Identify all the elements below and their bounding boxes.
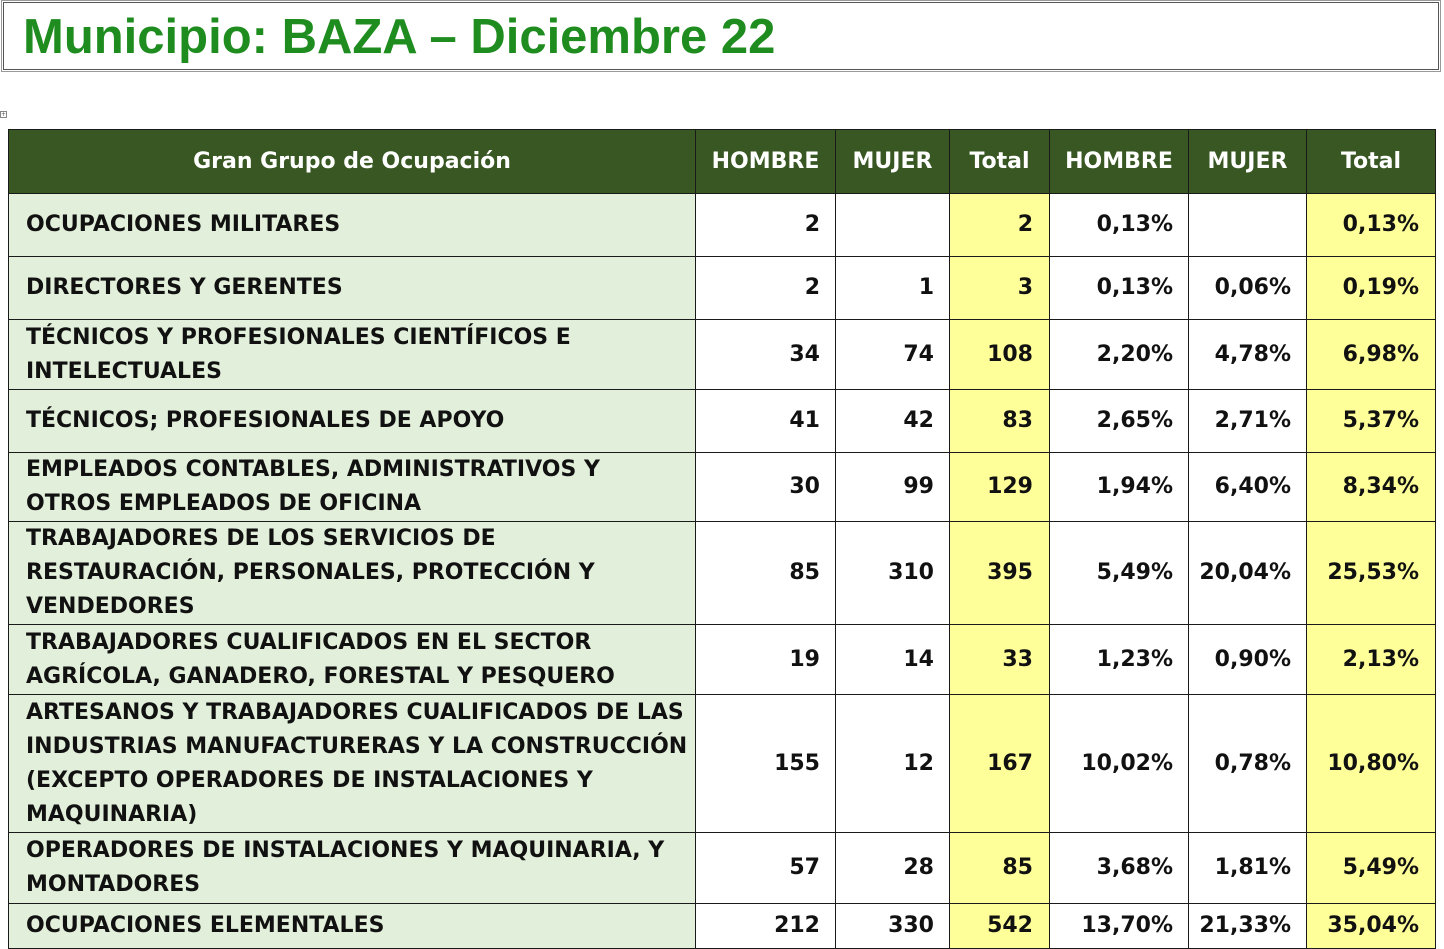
- mujer-cell: 310: [836, 522, 950, 625]
- header-mujer: MUJER: [836, 130, 950, 194]
- total-cell: 3: [950, 257, 1050, 320]
- total-cell: 83: [950, 390, 1050, 453]
- hombre-pct-cell: 0,13%: [1050, 257, 1189, 320]
- header-hombre: HOMBRE: [696, 130, 836, 194]
- total-pct-cell: 5,37%: [1307, 390, 1436, 453]
- total-pct-cell: 25,53%: [1307, 522, 1436, 625]
- hombre-cell: 2: [696, 257, 836, 320]
- hombre-cell: 30: [696, 453, 836, 522]
- header-row: [9, 130, 1436, 194]
- total-cell: 33: [950, 625, 1050, 695]
- total-cell: 85: [950, 833, 1050, 904]
- table-row: [9, 904, 1436, 949]
- total-pct-cell: 6,98%: [1307, 320, 1436, 390]
- mujer-cell: 1: [836, 257, 950, 320]
- total-pct-cell: 35,04%: [1307, 904, 1436, 949]
- hombre-pct-cell: 2,65%: [1050, 390, 1189, 453]
- row-label: TÉCNICOS Y PROFESIONALES CIENTÍFICOS E INTELECTUALES: [9, 320, 696, 390]
- row-label: ARTESANOS Y TRABAJADORES CUALIFICADOS DE LAS INDUSTRIAS MANUFACTURERAS Y LA CONSTRUCCIÓN (EXCEPTO OPERADORES DE INSTALACIONES Y MAQUINARIA): [9, 695, 696, 833]
- mujer-pct-cell: 1,81%: [1189, 833, 1307, 904]
- hombre-pct-cell: 2,20%: [1050, 320, 1189, 390]
- total-pct-cell: 0,19%: [1307, 257, 1436, 320]
- occupation-table: [8, 129, 1436, 949]
- title-box: [3, 2, 1439, 70]
- hombre-cell: 2: [696, 194, 836, 257]
- hombre-cell: 212: [696, 904, 836, 949]
- table-row: [9, 390, 1436, 453]
- mujer-pct-cell: [1189, 194, 1307, 257]
- table-row: [9, 320, 1436, 390]
- header-group: Gran Grupo de Ocupación: [9, 130, 696, 194]
- header-hombre-pct: HOMBRE: [1050, 130, 1189, 194]
- mujer-pct-cell: 0,78%: [1189, 695, 1307, 833]
- hombre-cell: 85: [696, 522, 836, 625]
- hombre-pct-cell: 1,23%: [1050, 625, 1189, 695]
- row-label: EMPLEADOS CONTABLES, ADMINISTRATIVOS Y OTROS EMPLEADOS DE OFICINA: [9, 453, 696, 522]
- hombre-pct-cell: 3,68%: [1050, 833, 1189, 904]
- mujer-pct-cell: 6,40%: [1189, 453, 1307, 522]
- total-cell: 542: [950, 904, 1050, 949]
- mujer-pct-cell: 20,04%: [1189, 522, 1307, 625]
- header-total: Total: [950, 130, 1050, 194]
- table-row: [9, 453, 1436, 522]
- table-row: [9, 625, 1436, 695]
- mujer-pct-cell: 21,33%: [1189, 904, 1307, 949]
- total-cell: 395: [950, 522, 1050, 625]
- page-title: Municipio: BAZA – Diciembre 22: [23, 10, 776, 64]
- total-cell: 129: [950, 453, 1050, 522]
- total-pct-cell: 2,13%: [1307, 625, 1436, 695]
- table-row: [9, 522, 1436, 625]
- mujer-pct-cell: 0,06%: [1189, 257, 1307, 320]
- hombre-pct-cell: 1,94%: [1050, 453, 1189, 522]
- mujer-cell: 330: [836, 904, 950, 949]
- hombre-pct-cell: 5,49%: [1050, 522, 1189, 625]
- hombre-cell: 19: [696, 625, 836, 695]
- header-total-pct: Total: [1307, 130, 1436, 194]
- mujer-pct-cell: 4,78%: [1189, 320, 1307, 390]
- row-label: OCUPACIONES ELEMENTALES: [9, 904, 696, 949]
- hombre-pct-cell: 10,02%: [1050, 695, 1189, 833]
- row-label: TRABAJADORES DE LOS SERVICIOS DE RESTAURACIÓN, PERSONALES, PROTECCIÓN Y VENDEDORES: [9, 522, 696, 625]
- total-pct-cell: 8,34%: [1307, 453, 1436, 522]
- table-row: [9, 695, 1436, 833]
- mujer-cell: 74: [836, 320, 950, 390]
- total-pct-cell: 5,49%: [1307, 833, 1436, 904]
- row-label: OPERADORES DE INSTALACIONES Y MAQUINARIA, Y MONTADORES: [9, 833, 696, 904]
- mujer-cell: [836, 194, 950, 257]
- hombre-cell: 41: [696, 390, 836, 453]
- mujer-pct-cell: 0,90%: [1189, 625, 1307, 695]
- hombre-pct-cell: 13,70%: [1050, 904, 1189, 949]
- total-pct-cell: 10,80%: [1307, 695, 1436, 833]
- hombre-cell: 155: [696, 695, 836, 833]
- header-mujer-pct: MUJER: [1189, 130, 1307, 194]
- table-row: [9, 833, 1436, 904]
- row-label: OCUPACIONES MILITARES: [9, 194, 696, 257]
- total-pct-cell: 0,13%: [1307, 194, 1436, 257]
- row-label: TRABAJADORES CUALIFICADOS EN EL SECTOR AGRÍCOLA, GANADERO, FORESTAL Y PESQUERO: [9, 625, 696, 695]
- table-row: [9, 257, 1436, 320]
- table-row: [9, 194, 1436, 257]
- mujer-cell: 28: [836, 833, 950, 904]
- mujer-cell: 99: [836, 453, 950, 522]
- total-cell: 108: [950, 320, 1050, 390]
- mujer-pct-cell: 2,71%: [1189, 390, 1307, 453]
- hombre-cell: 57: [696, 833, 836, 904]
- total-cell: 2: [950, 194, 1050, 257]
- mujer-cell: 14: [836, 625, 950, 695]
- mujer-cell: 42: [836, 390, 950, 453]
- hombre-cell: 34: [696, 320, 836, 390]
- table-anchor-icon[interactable]: +: [1, 111, 7, 118]
- row-label: DIRECTORES Y GERENTES: [9, 257, 696, 320]
- hombre-pct-cell: 0,13%: [1050, 194, 1189, 257]
- total-cell: 167: [950, 695, 1050, 833]
- row-label: TÉCNICOS; PROFESIONALES DE APOYO: [9, 390, 696, 453]
- mujer-cell: 12: [836, 695, 950, 833]
